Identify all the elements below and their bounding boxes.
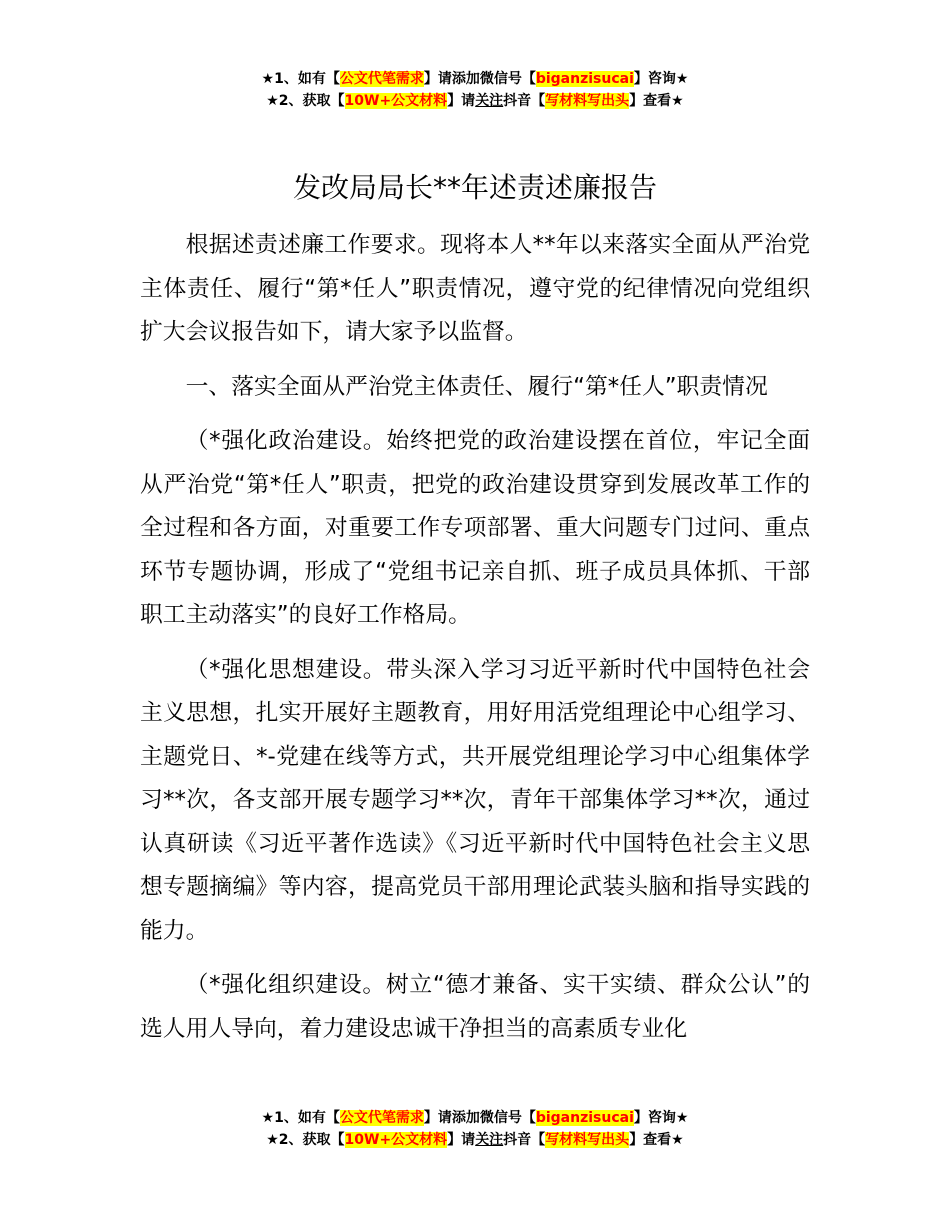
promo-text: 抖音【 (503, 93, 546, 109)
promo-text: 抖音【 (503, 1132, 546, 1148)
promo-text: 】查看★ (629, 93, 684, 109)
promo-text: 添加 (451, 1110, 480, 1126)
promo-highlight: 公文代笔需求 (339, 1110, 424, 1126)
document-body (140, 224, 810, 1062)
promo-text: ★1、如有【 (261, 1110, 340, 1126)
promo-text: 关注 (475, 1132, 504, 1148)
promo-text: 微信号【 (479, 71, 536, 87)
promo-text: 】请 (447, 1132, 476, 1148)
header-promo-banner (0, 68, 950, 112)
promo-text: 】咨询★ (633, 71, 689, 87)
promo-text: 微信号【 (479, 1110, 536, 1126)
footer-promo-banner (0, 1107, 950, 1151)
promo-line-2 (0, 90, 950, 112)
promo-text: ★2、获取【 (266, 93, 345, 109)
paragraph-intro: 根据述责述廉工作要求。现将本人**年以来落实全面从严治党主体责任、履行“第*任人”职责情况，遵守党的纪律情况向党组织扩大会议报告如下，请大家予以监督。 (140, 232, 810, 345)
promo-highlight: 10W+公文材料 (344, 1132, 448, 1148)
promo-text: ★2、获取【 (266, 1132, 345, 1148)
promo-text: 】请 (447, 93, 476, 109)
promo-text: 】请 (423, 1110, 452, 1126)
promo-highlight: biganzisucai (535, 71, 634, 87)
document-title: 发改局局长**年述责述廉报告 (292, 171, 657, 204)
promo-line-2 (0, 1129, 950, 1151)
promo-highlight: 写材料写出头 (545, 1132, 630, 1148)
promo-highlight: 公文代笔需求 (339, 71, 424, 87)
promo-highlight: 写材料写出头 (545, 93, 630, 109)
promo-highlight: 10W+公文材料 (344, 93, 448, 109)
paragraph-organizational: （*强化组织建设。树立“德才兼备、实干实绩、群众公认”的选人用人导向，着力建设忠诚干净担当的高素质专业化 (140, 972, 810, 1042)
paragraph-ideological: （*强化思想建设。带头深入学习习近平新时代中国特色社会主义思想，扎实开展好主题教育，用好用活党组理论中心组学习、主题党日、*-党建在线等方式，共开展党组理论学习中心组集体学习**次，各支部开展专题学习**次，青年干部集体学习**次，通过认真研读《习近平著作选读》《习近平新时代中国特色社会主义思想专题摘编》等内容，提高党员干部用理论武装头脑和指导实践的能力。 (140, 656, 810, 944)
promo-text: 】咨询★ (633, 1110, 689, 1126)
section-heading: 一、落实全面从严治党主体责任、履行“第*任人”职责情况 (185, 373, 768, 400)
promo-text: 】请 (423, 71, 452, 87)
promo-text: 关注 (475, 93, 504, 109)
paragraph-political: （*强化政治建设。始终把党的政治建设摆在首位，牢记全面从严治党“第*任人”职责，把党的政治建设贯穿到发展改革工作的全过程和各方面，对重要工作专项部署、重大问题专门过问、重点环节专题协调，形成了“党组书记亲自抓、班子成员具体抓、干部职工主动落实”的良好工作格局。 (140, 428, 810, 628)
promo-line-1 (0, 1107, 950, 1129)
promo-text: 添加 (451, 71, 480, 87)
promo-text: ★1、如有【 (261, 71, 340, 87)
promo-highlight: biganzisucai (535, 1110, 634, 1126)
promo-text: 】查看★ (629, 1132, 684, 1148)
promo-line-1 (0, 68, 950, 90)
